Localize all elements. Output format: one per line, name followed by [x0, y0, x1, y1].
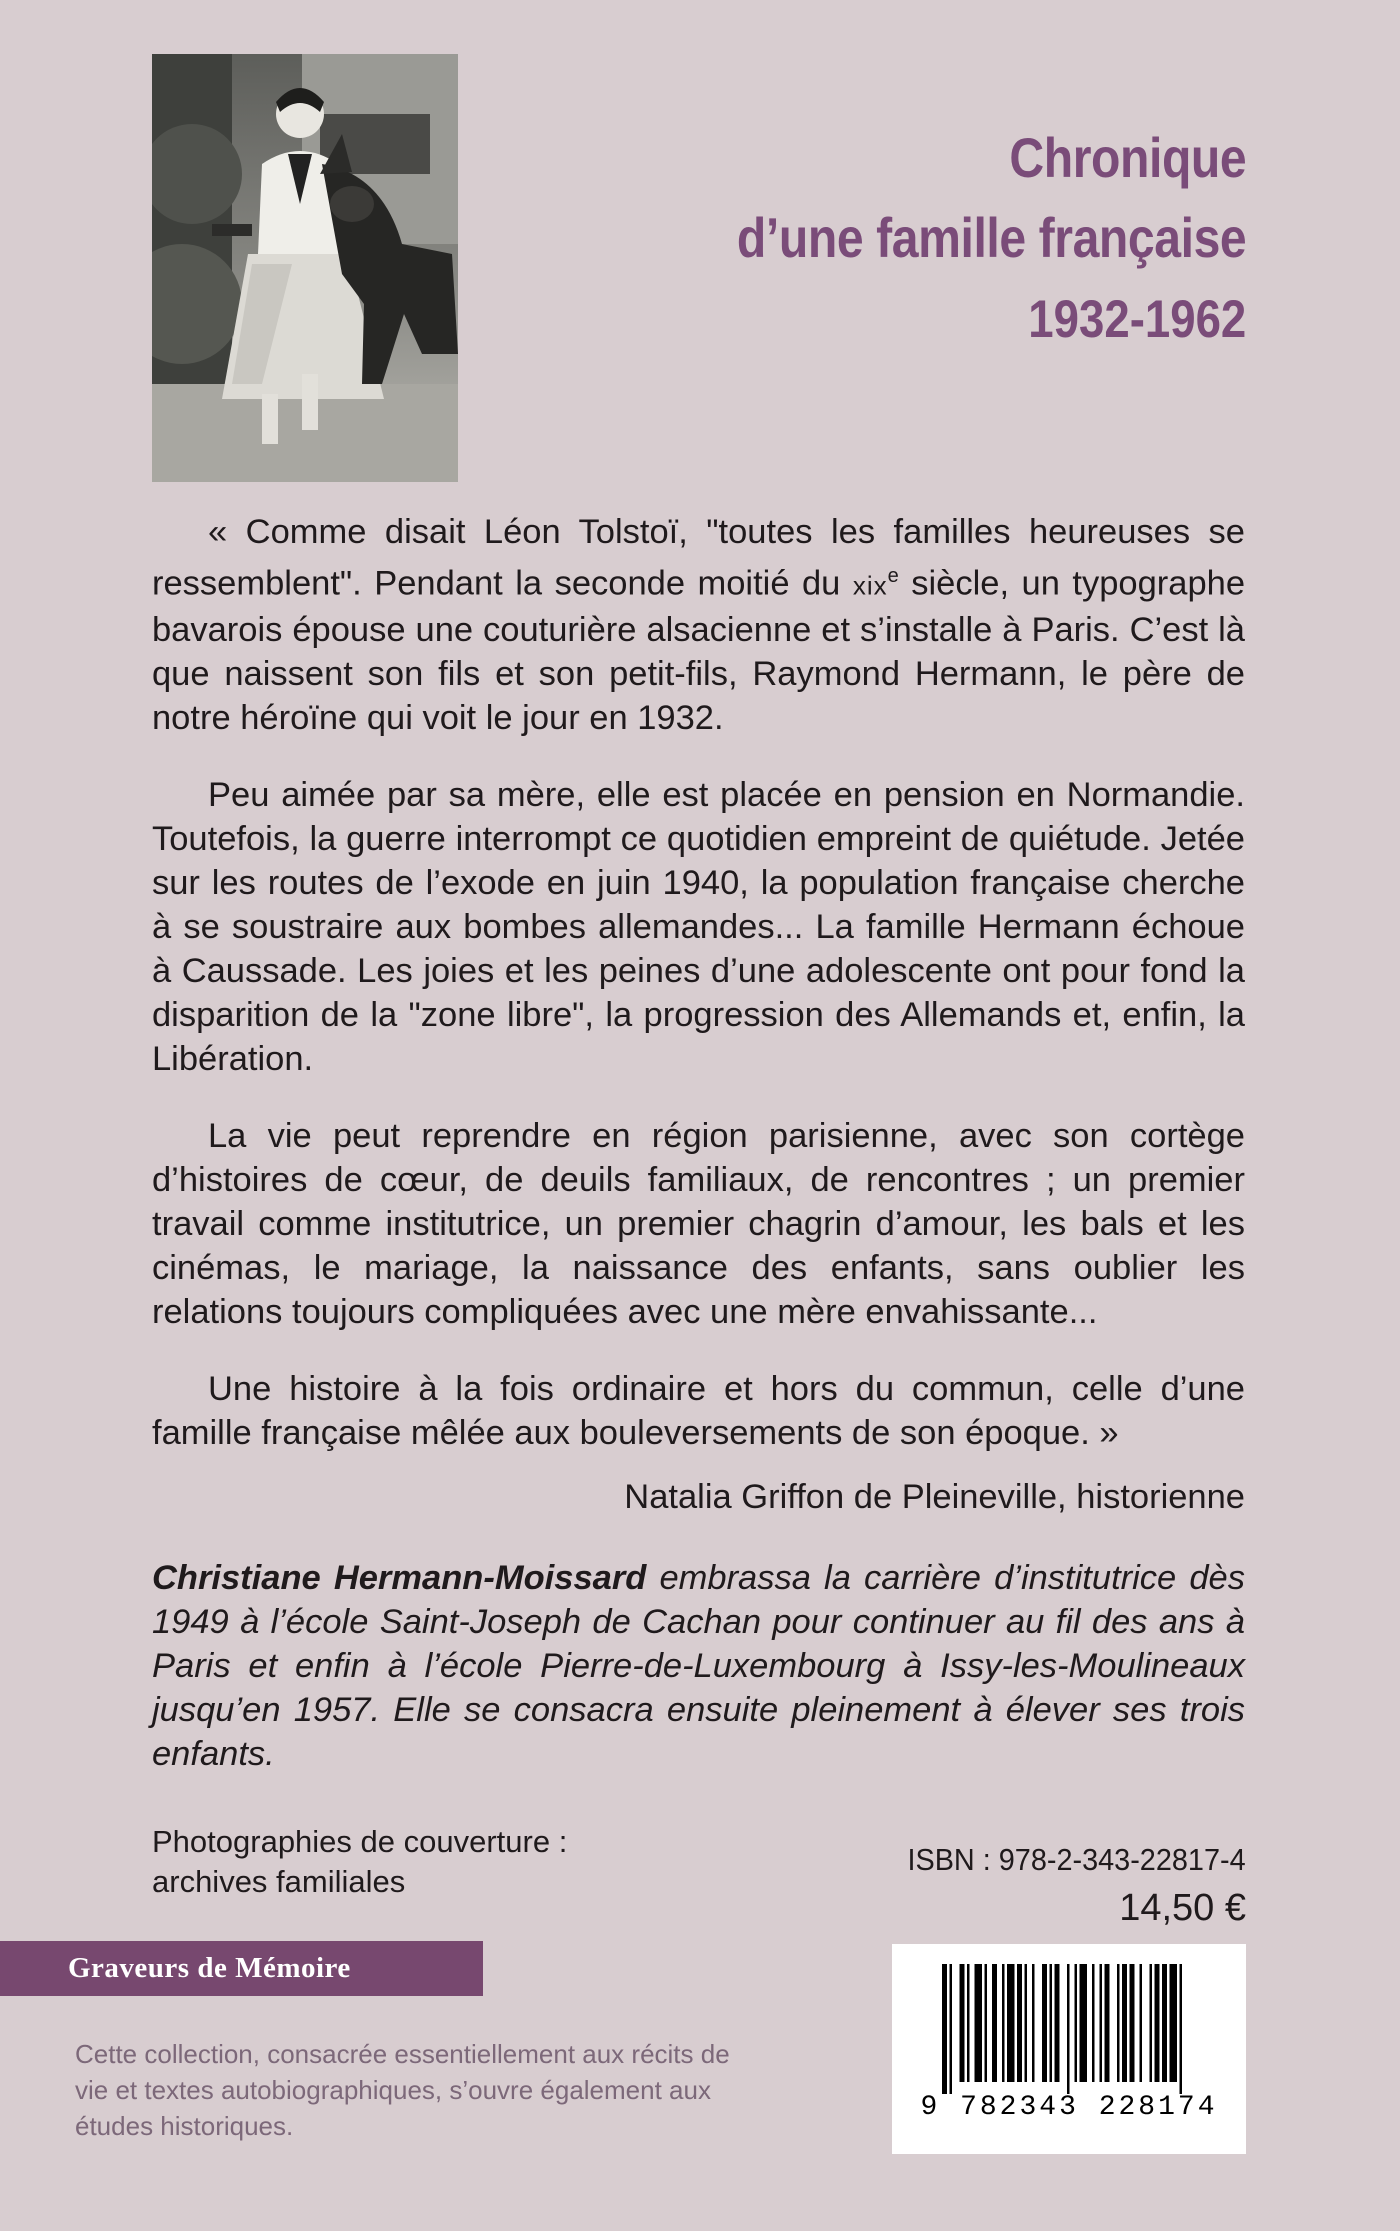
series-name-band: Graveurs de Mémoire [0, 1941, 483, 1996]
barcode-bar [942, 1964, 947, 2094]
price: 14,50 € [1119, 1887, 1246, 1929]
barcode [892, 1944, 1246, 2154]
barcode-bar [1092, 1964, 1095, 2082]
summary-text [152, 510, 1245, 1519]
barcode-bar [1067, 1964, 1070, 2094]
series-description: Cette collection, consacrée essentiellement aux récits de vie et textes autobiographiques, s’ouvre également aux études historiques. [75, 2039, 730, 2141]
barcode-bar [1170, 1964, 1178, 2082]
barcode-bar [1017, 1964, 1022, 2082]
barcode-bar [992, 1964, 997, 2082]
title-years: 1932-1962 [1028, 290, 1246, 349]
summary-p1-start: « Comme disait Léon Tolstoï, "toutes les familles heureuses se ressemblent". Pendant la seconde moitié du [152, 513, 1245, 603]
summary-paragraph-1 [152, 510, 1245, 740]
barcode-bar [1140, 1964, 1143, 2082]
barcode-bar [1100, 1964, 1103, 2082]
barcode-bar [1032, 1964, 1035, 2082]
barcode-bar [1050, 1964, 1053, 2082]
isbn: ISBN : 978-2-343-22817-4 [907, 1842, 1246, 1877]
author-name: Christiane Hermann-Moissard [152, 1559, 647, 1597]
cover-photo [152, 54, 458, 482]
book-title [654, 118, 1246, 360]
barcode-bar [1025, 1964, 1028, 2082]
barcode-bar [960, 1964, 965, 2082]
barcode-bar [1130, 1964, 1135, 2082]
barcode-bar [950, 1964, 953, 2094]
barcode-bar [1002, 1964, 1005, 2082]
barcode-bar [1122, 1964, 1127, 2082]
barcode-digits: 9 782343 228174 [920, 2092, 1218, 2123]
author-bio-text: embrassa la carrière d’institutrice dès 1949 à l’école Saint-Joseph de Cachan pour continuer au fil des ans à Paris et enfin à l’école Pierre-de-Luxembourg à Issy-les-Moulineaux jusqu’en 1957. Elle se consacra ensuite pleinement à élever ses trois enfants. [152, 1559, 1245, 1773]
barcode-bar [1162, 1964, 1167, 2082]
summary-paragraph-3: La vie peut reprendre en région parisienne, avec son cortège d’histoires de cœur, de deuils familiaux, de rencontres ; un premier travail comme institutrice, un premier chagrin d’amour, les bals et les cinémas, le mariage, la naissance des enfants, sans oublier les relations toujours compliquées avec une mère envahissante... [152, 1116, 1245, 1331]
barcode-bar [985, 1964, 988, 2082]
author-bio [152, 1556, 1245, 1776]
barcode-bar [1055, 1964, 1060, 2082]
century-superscript: e [887, 565, 899, 587]
title-line-1: Chronique [1009, 126, 1246, 189]
photo-credits [152, 1822, 567, 1902]
quote-signature: Natalia Griffon de Pleineville, historienne [624, 1477, 1245, 1516]
century-numeral: xix [852, 570, 888, 601]
barcode-bar [1117, 1964, 1120, 2082]
barcode-bar [1007, 1964, 1015, 2082]
barcode-bar [1180, 1964, 1183, 2094]
barcode-bar [1080, 1964, 1088, 2082]
summary-p1-end: siècle, un typographe bavarois épouse une couturière alsacienne et s’installe à Paris. C’est là que naissent son fils et son petit-fils, Raymond Hermann, le père de notre héroïne qui voit le jour en 1932. [152, 564, 1246, 737]
barcode-bar [1075, 1964, 1078, 2082]
barcode-bar [1042, 1964, 1047, 2082]
barcode-bar [1150, 1964, 1153, 2082]
barcode-icon [892, 1944, 1246, 2094]
summary-paragraph-4: Une histoire à la fois ordinaire et hors du commun, celle d’une famille française mêlée aux bouleversements de son époque. » [152, 1369, 1245, 1452]
photo-woman-with-dog [152, 54, 458, 482]
barcode-bar [1105, 1964, 1110, 2082]
barcode-bar [967, 1964, 970, 2082]
credits-line-2: archives familiales [152, 1864, 406, 1899]
barcode-bar [975, 1964, 983, 2082]
summary-paragraph-2: Peu aimée par sa mère, elle est placée en pension en Normandie. Toutefois, la guerre interrompt ce quotidien empreint de quiétude. Jetée sur les routes de l’exode en juin 1940, la population française cherche à se soustraire aux bombes allemandes... La famille Hermann échoue à Caussade. Les joies et les peines d’une adolescente ont pour fond la disparition de la "zone libre", la progression des Allemands et, enfin, la Libération. [152, 775, 1245, 1078]
credits-line-1: Photographies de couverture : [152, 1824, 568, 1859]
title-line-2: d’une famille française [736, 206, 1246, 269]
barcode-bar [1155, 1964, 1160, 2082]
